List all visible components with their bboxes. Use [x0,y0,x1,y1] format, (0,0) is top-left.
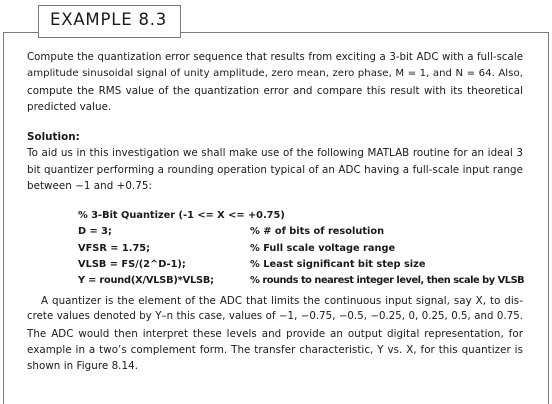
code-comment: % Full scale voltage range [250,242,396,254]
code-row [78,273,525,289]
problem-line: predicted value. [27,100,112,113]
code-statement: VFSR = 1.75; [78,242,150,254]
code-statement: D = 3; [78,226,112,238]
body-line: A quantizer is the element of the ADC that limits the continuous input signal, say X, to dis- [41,295,523,307]
body-paragraph [27,293,523,374]
body-line: shown in Figure 8.14. [27,360,139,373]
body-line: example in a two’s complement form. The transfer characteristic, Y vs. X, for this quantizer is [27,343,523,356]
solution-line: bit quantizer performing a rounding operation typical of an ADC having a full-scale input range [27,163,523,176]
solution-line: To aid us in this investigation we shall make use of the following MATLAB routine for an ideal 3 [27,147,523,160]
solution-line: between −1 and +0.75: [27,179,152,192]
problem-statement [27,50,523,115]
body-line: The ADC would then interpret these levels and provide an output digital representation, for [27,327,523,340]
code-row [78,241,518,257]
code-statement: Y = round(X/VLSB)*VLSB; [78,275,214,287]
body-line: crete values denoted by Y–n this case, values of −1, −0.75, −0.5, −0.25, 0, 0.25, 0.5, and 0.75. [27,311,523,323]
solution-heading: Solution: [27,131,80,143]
problem-line: amplitude sinusoidal signal of unity amplitude, zero mean, zero phase, M = 1, and N = 64. Also, [27,68,523,80]
problem-line: Compute the quantization error sequence that results from exciting a 3-bit ADC with a full-scale [27,52,523,63]
code-comment: % rounds to nearest integer level, then scale by VLSB [250,275,525,287]
code-statement: VLSB = FS/(2^D-1); [78,258,186,270]
matlab-code-block [78,208,525,289]
example-title: EXAMPLE 8.3 [50,10,168,29]
code-row [78,224,518,240]
code-row [78,257,518,273]
code-comment: % Least significant bit step size [250,258,426,270]
code-row [78,208,518,224]
code-statement: % 3-Bit Quantizer (-1 <= X <= +0.75) [78,210,285,221]
solution-section [27,129,523,194]
code-comment: % # of bits of resolution [250,226,385,238]
problem-line: compute the RMS value of the quantization error and compare this result with its theoretical [27,84,523,97]
